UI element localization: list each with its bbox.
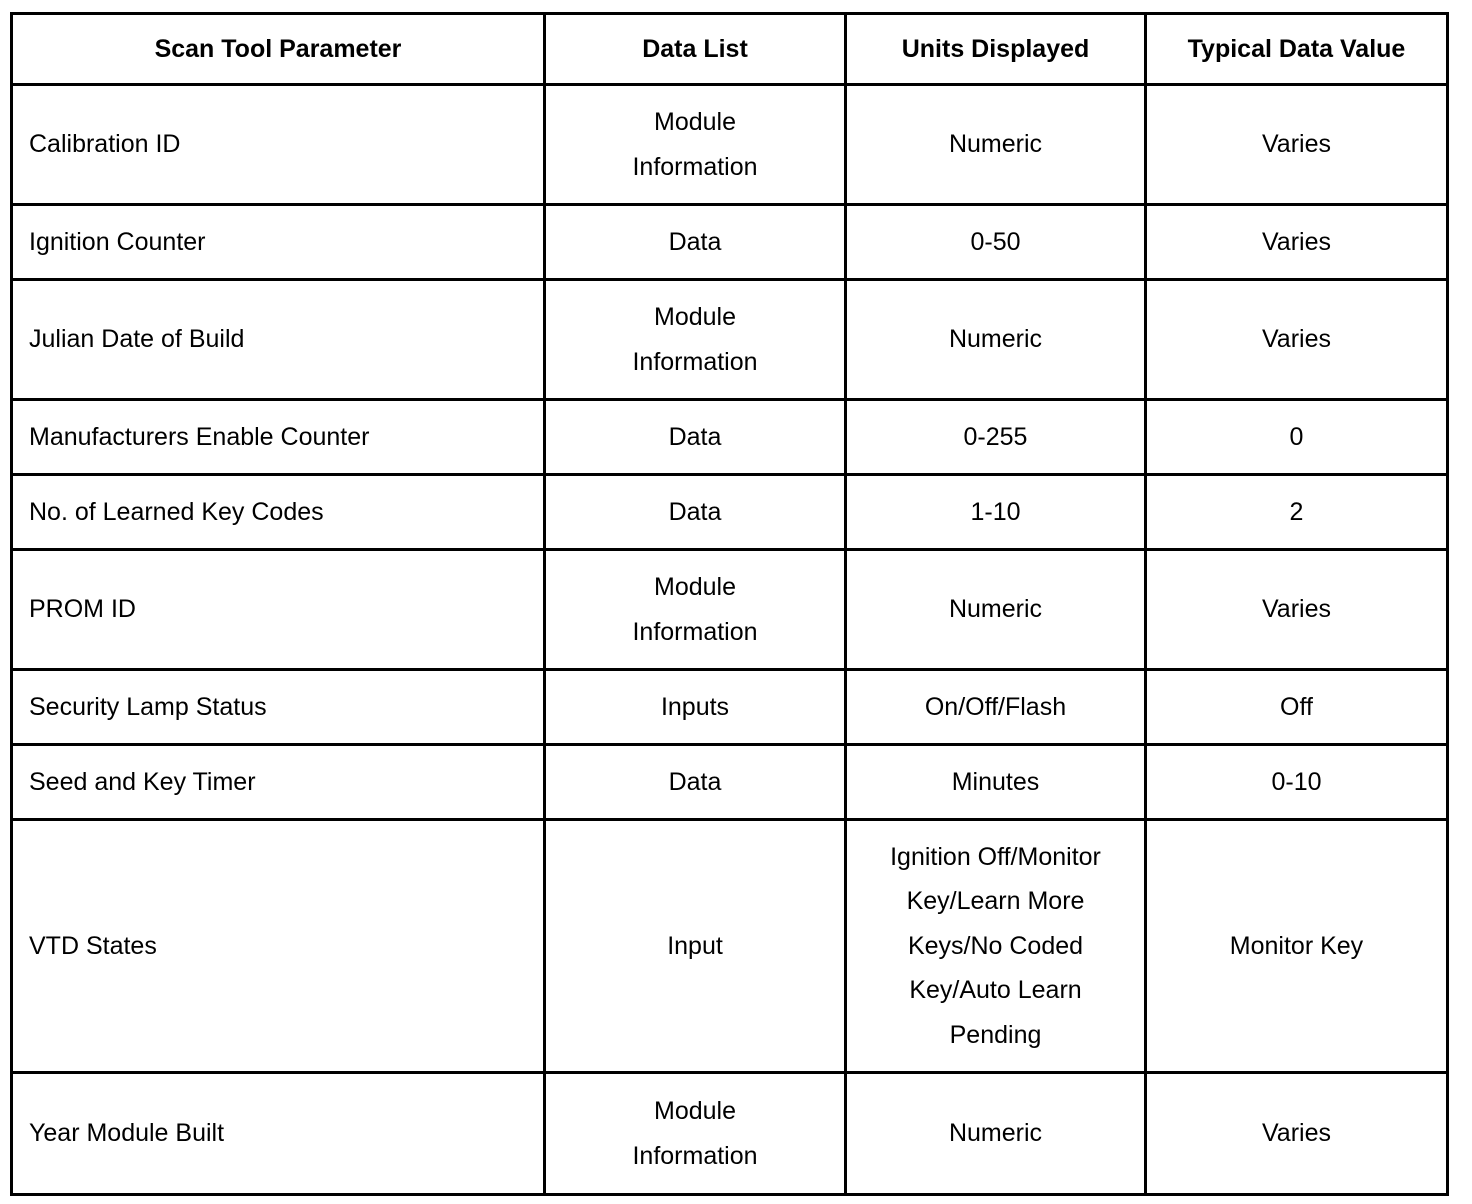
units-line: Pending bbox=[949, 1020, 1042, 1049]
parameter-cell: Calibration ID bbox=[12, 85, 545, 205]
data-list-line: Data bbox=[668, 767, 722, 796]
units-line: Minutes bbox=[951, 767, 1040, 796]
table-row bbox=[12, 745, 1448, 820]
units-cell bbox=[846, 820, 1146, 1073]
units-line: Numeric bbox=[948, 1119, 1043, 1148]
table-row bbox=[12, 1073, 1448, 1195]
units-cell bbox=[846, 85, 1146, 205]
data-list-line: Module bbox=[654, 573, 736, 601]
typical-value-cell: Monitor Key bbox=[1146, 820, 1448, 1073]
units-line: 1-10 bbox=[970, 497, 1021, 526]
units-line: 0-255 bbox=[963, 422, 1028, 451]
data-list-line: Module bbox=[654, 303, 736, 331]
units-line: Key/Auto Learn bbox=[909, 976, 1082, 1005]
data-list-cell bbox=[545, 280, 846, 400]
table-row bbox=[12, 85, 1448, 205]
table-header-row bbox=[12, 14, 1448, 85]
parameter-cell: PROM ID bbox=[12, 550, 545, 670]
table-row bbox=[12, 550, 1448, 670]
units-line: Keys/No Coded bbox=[907, 931, 1084, 960]
units-cell bbox=[846, 475, 1146, 550]
header-units-displayed: Units Displayed bbox=[846, 14, 1146, 85]
parameter-cell: No. of Learned Key Codes bbox=[12, 475, 545, 550]
typical-value-cell: Off bbox=[1146, 670, 1448, 745]
parameter-cell: VTD States bbox=[12, 820, 545, 1073]
table-row bbox=[12, 205, 1448, 280]
data-list-cell bbox=[545, 85, 846, 205]
scan-tool-parameter-table bbox=[10, 12, 1449, 1196]
data-list-cell bbox=[545, 205, 846, 280]
data-list-cell bbox=[545, 670, 846, 745]
units-line: Numeric bbox=[948, 130, 1043, 159]
data-list-line: Data bbox=[668, 422, 722, 451]
data-list-cell bbox=[545, 550, 846, 670]
header-scan-tool-parameter: Scan Tool Parameter bbox=[12, 14, 545, 85]
data-list-line: Input bbox=[667, 931, 723, 960]
units-cell bbox=[846, 280, 1146, 400]
header-data-list: Data List bbox=[545, 14, 846, 85]
units-line: Key/Learn More bbox=[906, 887, 1085, 916]
data-list-cell bbox=[545, 745, 846, 820]
data-list-line: Inputs bbox=[660, 692, 730, 721]
data-list-cell bbox=[545, 400, 846, 475]
data-list-line: Information bbox=[632, 152, 758, 181]
table-row bbox=[12, 475, 1448, 550]
units-line: Ignition Off/Monitor bbox=[890, 842, 1101, 871]
data-list-line: Data bbox=[668, 227, 722, 256]
parameter-cell: Ignition Counter bbox=[12, 205, 545, 280]
typical-value-cell: 0 bbox=[1146, 400, 1448, 475]
table-row bbox=[12, 820, 1448, 1073]
data-list-cell bbox=[545, 475, 846, 550]
data-list-line: Module bbox=[654, 108, 736, 136]
data-list-line: Module bbox=[654, 1097, 736, 1125]
table-row bbox=[12, 280, 1448, 400]
typical-value-cell: 2 bbox=[1146, 475, 1448, 550]
units-cell bbox=[846, 1073, 1146, 1195]
table-row bbox=[12, 670, 1448, 745]
parameter-cell: Manufacturers Enable Counter bbox=[12, 400, 545, 475]
data-list-line: Information bbox=[632, 1141, 758, 1170]
data-list-cell bbox=[545, 820, 846, 1073]
parameter-cell: Julian Date of Build bbox=[12, 280, 545, 400]
units-line: Numeric bbox=[948, 325, 1043, 354]
parameter-cell: Security Lamp Status bbox=[12, 670, 545, 745]
typical-value-cell: Varies bbox=[1146, 550, 1448, 670]
parameter-cell: Seed and Key Timer bbox=[12, 745, 545, 820]
typical-value-cell: 0-10 bbox=[1146, 745, 1448, 820]
typical-value-cell: Varies bbox=[1146, 1073, 1448, 1195]
data-list-line: Information bbox=[632, 617, 758, 646]
units-cell bbox=[846, 550, 1146, 670]
data-list-line: Data bbox=[668, 497, 722, 526]
typical-value-cell: Varies bbox=[1146, 280, 1448, 400]
units-cell bbox=[846, 670, 1146, 745]
parameter-cell: Year Module Built bbox=[12, 1073, 545, 1195]
table-row bbox=[12, 400, 1448, 475]
data-list-cell bbox=[545, 1073, 846, 1195]
units-line: Numeric bbox=[948, 595, 1043, 624]
units-cell bbox=[846, 745, 1146, 820]
data-list-line: Information bbox=[632, 347, 758, 376]
units-cell bbox=[846, 205, 1146, 280]
units-line: 0-50 bbox=[970, 227, 1021, 256]
units-line: On/Off/Flash bbox=[924, 692, 1067, 721]
units-cell bbox=[846, 400, 1146, 475]
typical-value-cell: Varies bbox=[1146, 205, 1448, 280]
typical-value-cell: Varies bbox=[1146, 85, 1448, 205]
header-typical-data-value: Typical Data Value bbox=[1146, 14, 1448, 85]
